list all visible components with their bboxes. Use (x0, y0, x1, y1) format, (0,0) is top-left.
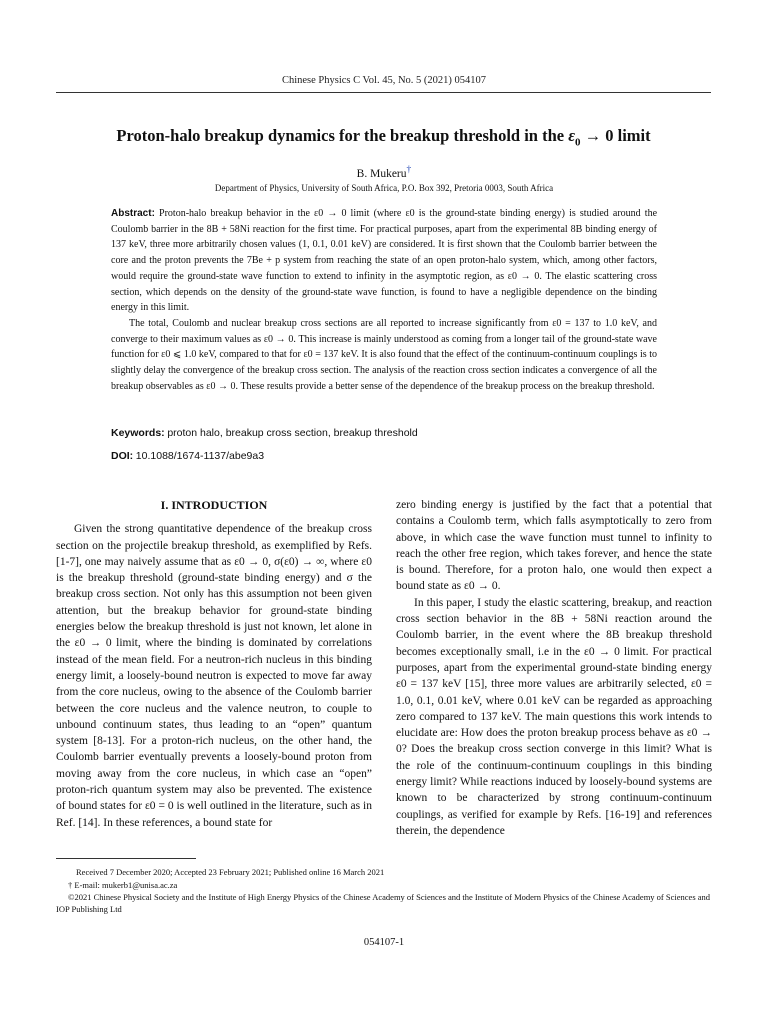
journal-header: Chinese Physics C Vol. 45, No. 5 (2021) 054107 (281, 75, 487, 86)
intro-paragraph-continued: zero binding energy is justified by the fact that a potential that contains a Coulomb term, which falls asymptotically to zero from above, in which case the wave function must tunnel to infinity to reach the other free region, which takes forever, and hence the state is bound. Therefore, for a proton halo, one would then expect a bound state as ε0 → 0. (396, 499, 712, 593)
title-end: → 0 limit (580, 126, 651, 145)
author-footnote-link[interactable]: † (406, 164, 412, 175)
left-column (56, 497, 372, 831)
page-number: 054107-1 (363, 937, 405, 948)
footnote-received: Received 7 December 2020; Accepted 23 February 2021; Published online 16 March 2021 (76, 867, 385, 877)
doi (111, 450, 657, 462)
footnote-rule (56, 858, 196, 859)
keywords (111, 427, 657, 439)
paper-title (56, 126, 711, 148)
right-column (396, 497, 712, 839)
title-sub: 0 (575, 136, 581, 149)
keywords-value: proton halo, breakup cross section, breakup threshold (167, 427, 418, 439)
section-title: I. INTRODUCTION (160, 498, 268, 512)
header-rule (56, 92, 711, 93)
abstract-p1-text: Proton-halo breakup behavior in the ε0 → 0 limit (where ε0 is the ground-state binding energy) is studied around the Coulomb barrier in the 8B + 58Ni reaction for the first time. For practical purposes, apart from the experimental 8B binding energy of 137 keV, three more arbitrarily chosen values (1, 0.1, 0.01 keV) are considered. It is first shown that the Coulomb barrier between the core and the proton prevents the 7Be + p system from reaching the state of an open proton-halo system, which, among other factors, would require the ground-state wave function to extend to infinity in the asymptotic region, as ε0 → 0. The elastic scattering cross section, which depends on the density of the ground-state wave function, is found to have a negligible dependence on the binding energy in this limit. (111, 208, 658, 314)
footnote-copyright: ©2021 Chinese Physical Society and the Institute of High Energy Physics of the Chinese Academy of Sciences and the Institute of Modern Physics of the Chinese Academy of Sciences and IOP Publishing Ltd (56, 892, 711, 914)
abstract (111, 206, 657, 394)
author-name: B. Mukeru (356, 167, 407, 180)
abstract-label: Abstract: (111, 208, 155, 219)
title-main: Proton-halo breakup dynamics for the breakup threshold in the (116, 126, 569, 145)
intro-paragraph-1: Given the strong quantitative dependence of the breakup cross section on the projectile breakup threshold, as exemplified by Refs. [1-7], one may naively assume that as ε0 → 0, σ(ε0) → ∞, where ε0 is the breakup threshold (ground-state binding energy) and σ the breakup cross section. Not only has this assumption not been given attention, but the breakup behavior for ground-state binding energies below the breakup threshold is just not known, let alone in the ε0 → 0 limit, where the binding is dominated by correlations instead of the mean field. For a neutron-rich nucleus in this binding energy limit, a loosely-bound neutron is expected to move far away from the core nucleus, owing to the absence of the Coulomb barrier between the core nucleus and the valence neutron, to couple to unbound continuum states, thus leading to an “open” quantum system [8-13]. For a proton-rich nucleus, on the other hand, the Coulomb barrier eventually prevents a loosely-bound proton from moving away from the core nucleus, in which case an “open” proton-rich quantum system may also be prevented. The existence of bound states for ε0 = 0 is well outlined in the literature, such as in Ref. [14]. In these references, a bound state for (56, 523, 372, 829)
affiliation: Department of Physics, University of South Africa, P.O. Box 392, Pretoria 0003, South Africa (214, 183, 554, 193)
abstract-p2: The total, Coulomb and nuclear breakup cross sections are all reported to increase significantly from ε0 = 137 to 1.0 keV, and converge to their maximum values as ε0 → 0. This increase is mainly understood as coming from a longer tail of the ground-state wave function for ε0 ⩽ 1.0 keV, compared to that for ε0 = 137 keV. It is also found that the effect of the continuum-continuum couplings is to slightly delay the convergence of the breakup cross section. The analysis of the reaction cross section indicates a convergence of all the breakup observables as ε0 → 0. These results provide a better sense of the dependence of the breakup process on the breakup threshold. (111, 317, 657, 392)
abstract-p1 (111, 206, 657, 316)
title-math: ε (568, 126, 575, 145)
author-line (0, 164, 768, 180)
doi-label: DOI: (111, 450, 134, 462)
intro-paragraph-2: In this paper, I study the elastic scattering, breakup, and reaction cross section behavior in the 8B + 58Ni reaction around the Coulomb barrier, in the event where the 8B breakup threshold becomes exceptionally small, i.e in the ε0 → 0 limit. For practical purposes, apart from the experimental ground-state binding energy ε0 = 137 keV [15], three more values are arbitrarily selected, ε0 = 1.0, 0.1, 0.01 keV, where 0.01 keV can be regarded as approaching zero compared to 137 keV. The main questions this work intends to elucidate are: How does the proton breakup process behave as ε0 → 0? Does the breakup cross section converge in this limit? What is the role of the continuum-continuum couplings in this binding energy limit? While reactions induced by loosely-bound systems are known to be characterized by strong continuum-continuum couplings, as verified for example by Refs. [16-19] and references therein, the dependence (396, 596, 712, 837)
keywords-label: Keywords: (111, 427, 165, 439)
doi-value: 10.1088/1674-1137/abe9a3 (135, 450, 265, 462)
footnote-email: † E-mail: mukerb1@unisa.ac.za (68, 880, 178, 890)
